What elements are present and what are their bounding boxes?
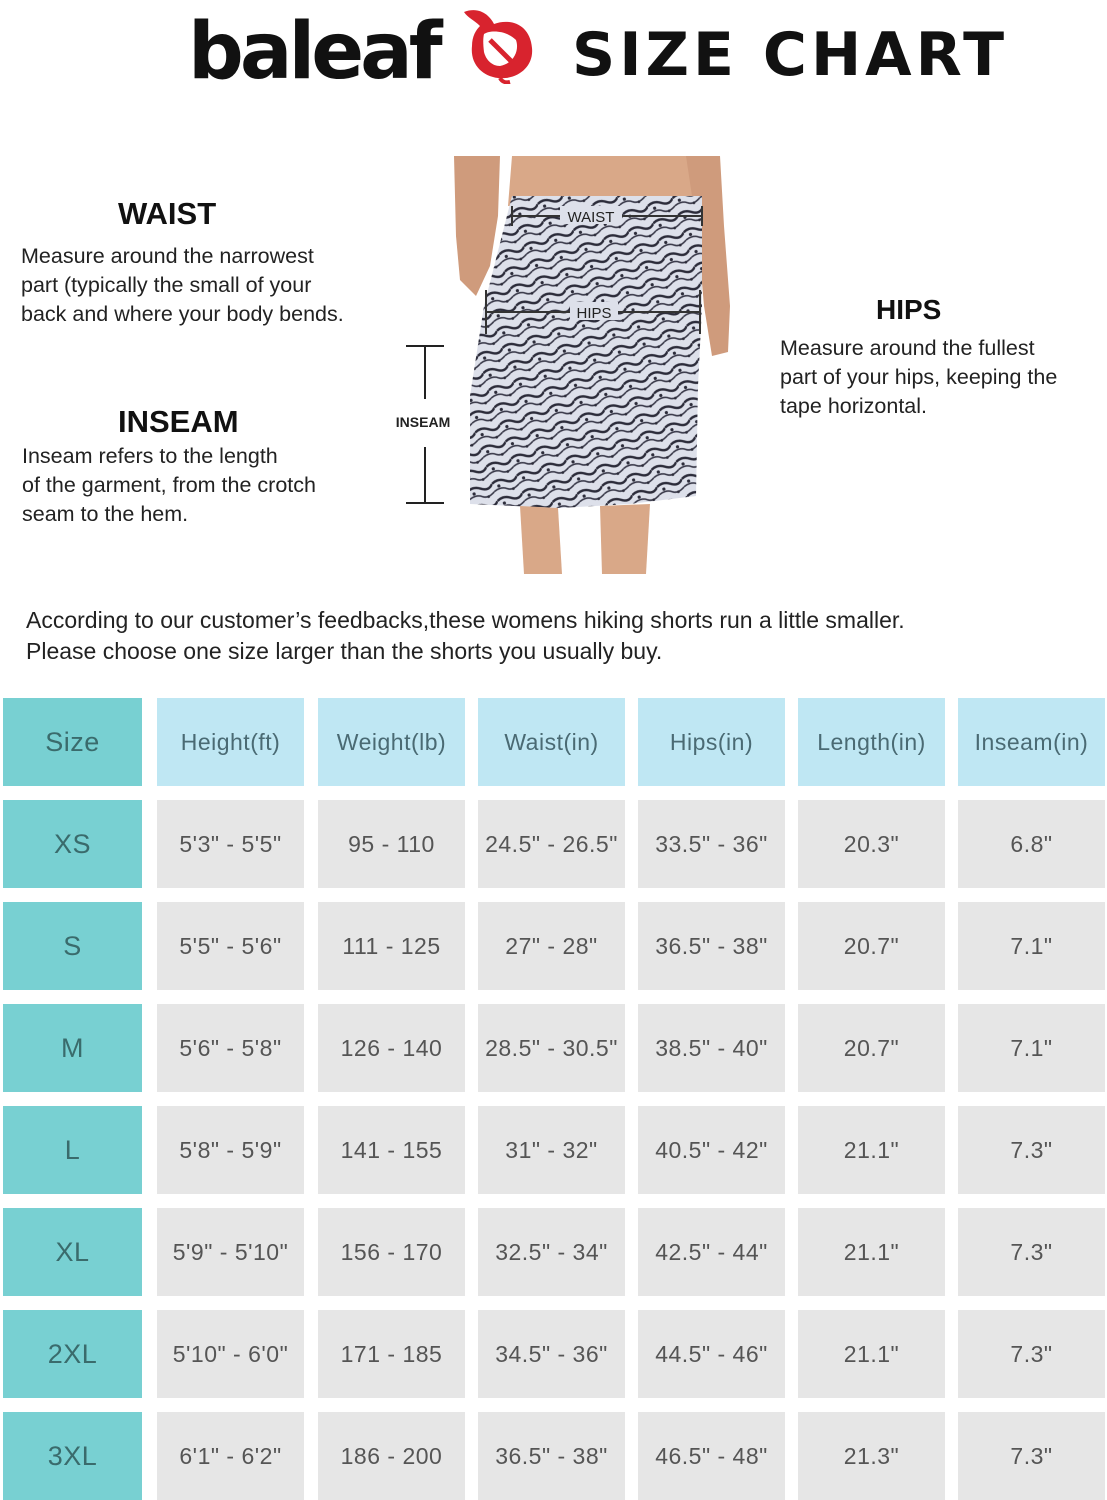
height-cell: 5'8" - 5'9" xyxy=(157,1106,304,1194)
column-header-waist: Waist(in) xyxy=(478,698,625,786)
hips-cell: 42.5" - 44" xyxy=(638,1208,785,1296)
length-cell: 20.7" xyxy=(798,1004,945,1092)
table-row xyxy=(0,1208,1107,1296)
table-row xyxy=(0,1004,1107,1092)
figure-hips-label: HIPS xyxy=(576,305,612,322)
table-header-row xyxy=(0,698,1107,786)
inseam-cell: 6.8" xyxy=(958,800,1105,888)
height-cell: 5'10" - 6'0" xyxy=(157,1310,304,1398)
waist-cell: 28.5" - 30.5" xyxy=(478,1004,625,1092)
hips-cell: 46.5" - 48" xyxy=(638,1412,785,1500)
waist-cell: 31" - 32" xyxy=(478,1106,625,1194)
size-chart-title: SIZE CHART xyxy=(572,20,1009,90)
column-header-weight: Weight(lb) xyxy=(318,698,465,786)
weight-cell: 156 - 170 xyxy=(318,1208,465,1296)
column-header-size: Size xyxy=(3,698,142,786)
waist-cell: 34.5" - 36" xyxy=(478,1310,625,1398)
height-cell: 5'6" - 5'8" xyxy=(157,1004,304,1092)
waist-line-3: back and where your body bends. xyxy=(21,302,344,326)
sizing-notice xyxy=(26,605,905,667)
size-label: M xyxy=(3,1004,142,1092)
hips-cell: 44.5" - 46" xyxy=(638,1310,785,1398)
column-header-hips: Hips(in) xyxy=(638,698,785,786)
length-cell: 20.3" xyxy=(798,800,945,888)
inseam-cell: 7.1" xyxy=(958,1004,1105,1092)
waist-description xyxy=(21,242,344,329)
waist-cell: 32.5" - 34" xyxy=(478,1208,625,1296)
column-header-length: Length(in) xyxy=(798,698,945,786)
table-row xyxy=(0,1310,1107,1398)
size-label: L xyxy=(3,1106,142,1194)
hips-line-2: part of your hips, keeping the xyxy=(780,365,1058,389)
leaf-logo-icon xyxy=(450,4,540,84)
inseam-cell: 7.3" xyxy=(958,1106,1105,1194)
hips-description xyxy=(780,334,1057,421)
inseam-cell: 7.3" xyxy=(958,1310,1105,1398)
inseam-description xyxy=(22,442,316,529)
waist-cell: 36.5" - 38" xyxy=(478,1412,625,1500)
hips-cell: 33.5" - 36" xyxy=(638,800,785,888)
header xyxy=(0,0,1107,100)
weight-cell: 126 - 140 xyxy=(318,1004,465,1092)
size-label: XL xyxy=(3,1208,142,1296)
height-cell: 6'1" - 6'2" xyxy=(157,1412,304,1500)
weight-cell: 111 - 125 xyxy=(318,902,465,990)
size-label: S xyxy=(3,902,142,990)
inseam-marker-label: INSEAM xyxy=(396,414,451,430)
length-cell: 21.3" xyxy=(798,1412,945,1500)
notice-line-1: According to our customer’s feedbacks,these womens hiking shorts run a little smaller. xyxy=(26,607,905,633)
notice-line-2: Please choose one size larger than the shorts you usually buy. xyxy=(26,638,663,664)
hips-line-1: Measure around the fullest xyxy=(780,336,1035,360)
size-label: 2XL xyxy=(3,1310,142,1398)
weight-cell: 95 - 110 xyxy=(318,800,465,888)
weight-cell: 141 - 155 xyxy=(318,1106,465,1194)
height-cell: 5'5" - 5'6" xyxy=(157,902,304,990)
waist-heading: WAIST xyxy=(118,196,217,231)
figure-waist-label: WAIST xyxy=(567,209,615,226)
inseam-cell: 7.1" xyxy=(958,902,1105,990)
weight-cell: 186 - 200 xyxy=(318,1412,465,1500)
waist-line-1: Measure around the narrowest xyxy=(21,244,314,268)
table-row xyxy=(0,1412,1107,1500)
length-cell: 20.7" xyxy=(798,902,945,990)
inseam-line-2: of the garment, from the crotch xyxy=(22,473,316,497)
size-label: 3XL xyxy=(3,1412,142,1500)
waist-cell: 24.5" - 26.5" xyxy=(478,800,625,888)
column-header-inseam: Inseam(in) xyxy=(958,698,1105,786)
hips-line-3: tape horizontal. xyxy=(780,394,928,418)
hips-cell: 40.5" - 42" xyxy=(638,1106,785,1194)
inseam-heading: INSEAM xyxy=(118,404,239,439)
waist-cell: 27" - 28" xyxy=(478,902,625,990)
brand-name: baleaf xyxy=(188,7,439,97)
inseam-line-3: seam to the hem. xyxy=(22,502,189,526)
length-cell: 21.1" xyxy=(798,1310,945,1398)
table-row xyxy=(0,800,1107,888)
height-cell: 5'9" - 5'10" xyxy=(157,1208,304,1296)
size-label: XS xyxy=(3,800,142,888)
column-header-height: Height(ft) xyxy=(157,698,304,786)
inseam-line-1: Inseam refers to the length xyxy=(22,444,278,468)
weight-cell: 171 - 185 xyxy=(318,1310,465,1398)
length-cell: 21.1" xyxy=(798,1106,945,1194)
hips-cell: 36.5" - 38" xyxy=(638,902,785,990)
skirt-model-figure xyxy=(440,156,740,574)
inseam-cell: 7.3" xyxy=(958,1208,1105,1296)
hips-heading: HIPS xyxy=(876,294,942,325)
table-row xyxy=(0,1106,1107,1194)
hips-cell: 38.5" - 40" xyxy=(638,1004,785,1092)
table-row xyxy=(0,902,1107,990)
length-cell: 21.1" xyxy=(798,1208,945,1296)
inseam-cell: 7.3" xyxy=(958,1412,1105,1500)
height-cell: 5'3" - 5'5" xyxy=(157,800,304,888)
waist-line-2: part (typically the small of your xyxy=(21,273,312,297)
